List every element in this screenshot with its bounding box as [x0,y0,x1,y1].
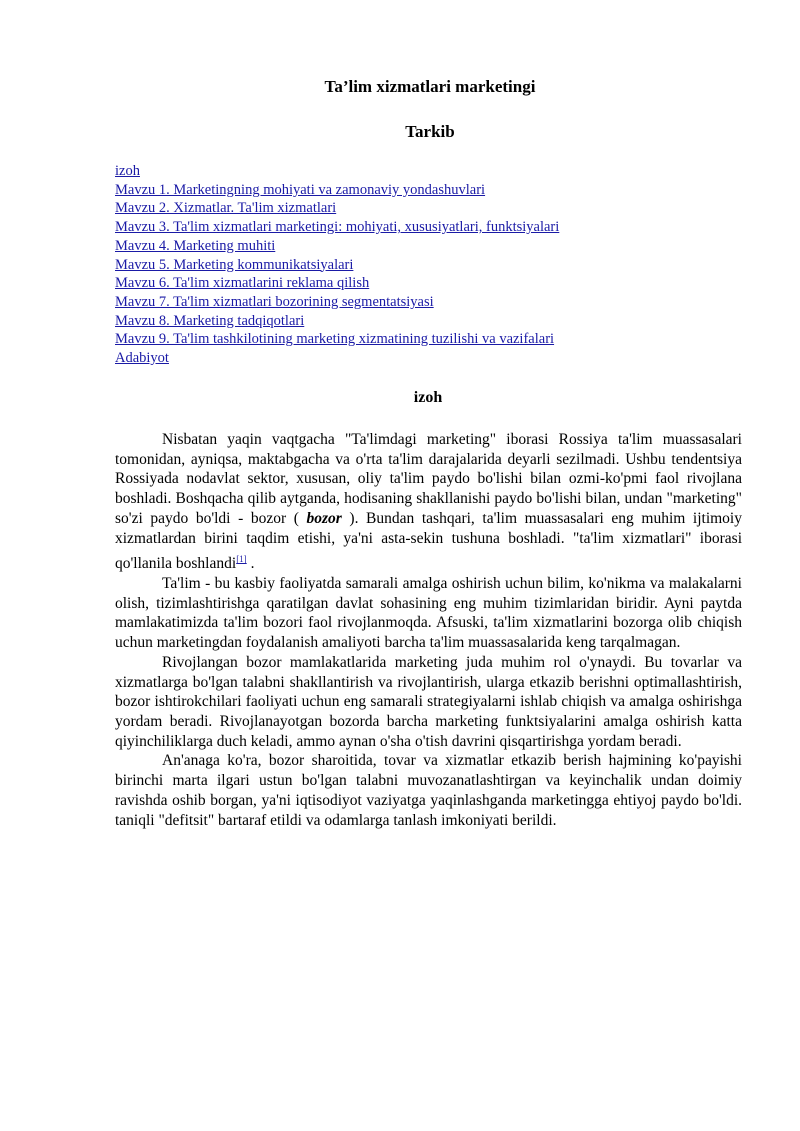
toc-link-mavzu-1[interactable]: Mavzu 1. Marketingning mohiyati va zamonaviy yondashuvlari [115,181,486,198]
toc-link-mavzu-8[interactable]: Mavzu 8. Marketing tadqiqotlari [115,312,305,329]
toc-link-mavzu-2[interactable]: Mavzu 2. Xizmatlar. Ta'lim xizmatlari [115,200,337,217]
paragraph-3: Rivojlangan bozor mamlakatlarida marketing juda muhim rol o'ynaydi. Bu tovarlar va xizmatlarga bo'lgan talabni shakllantirish va rivojlantirish, ularga etkazib berishni optimallashtirish, bozor ishtirokchilari faoliyati uchun eng samarali strategiyalarni ishlab chiqish va amalga oshirishga yordam beradi. Rivojlanayotgan bozorda barcha marketing funktsiyalarini amalga oshirish katta qiyinchiliklarga duch keladi, ammo aynan o'sha o'tish davrini qisqartirishga yordam beradi. [115,653,742,750]
paragraph-2: Ta'lim - bu kasbiy faoliyatda samarali amalga oshirish uchun bilim, ko'nikma va malakalarni olish, tizimlashtirishga qaratilgan davlat sohasining eng muhim tizimlaridan biridir. Ayni paytda mamlakatimizda ta'lim bozori faol rivojlanmoqda. Afsuski, ta'lim xizmatlarini bozorga olib chiqish uchun marketingdan foydalanish amaliyoti barcha ta'lim muassasalarida keng tarqalmagan. [115,575,742,652]
section-heading: izoh [413,389,443,406]
paragraph-1 [115,430,742,574]
paragraph-1-end: . [246,555,255,573]
table-of-contents [115,162,755,368]
toc-link-izoh[interactable]: izoh [115,163,140,179]
paragraph-1-text-b: ). Bundan tashqari, ta'lim muassasalari eng muhim ijtimoiy xizmatlardan birini taqdim etishi, ya'ni asta-sekin tushuna boshladi. "ta'lim xizmatlari" iborasi qo'llanila boshlandi [115,509,742,573]
footnote-ref [236,550,247,565]
toc-link-adabiyot[interactable]: Adabiyot [115,350,169,367]
paragraph-1-text-a: Nisbatan yaqin vaqtgacha "Ta'limdagi marketing" iborasi Rossiya ta'lim muassasalari tomonidan, ayniqsa, maktabgacha va o'rta ta'lim darajalarida deyarli sezilmadi. Ushbu tendentsiya Rossiyada nodavlat sektor, xususan, oliy ta'lim paydo bo'lishi bilan ozmi-ko'pmi faol rivojlana boshladi. Boshqacha qilib aytganda, hodisaning shakllanishi paydo bo'lishi bilan, undan "marketing" so'zi paydo bo'ldi - bozor ( [115,431,742,527]
toc-link-mavzu-4[interactable]: Mavzu 4. Marketing muhiti [115,237,276,254]
paragraph-4: An'anaga ko'ra, bozor sharoitida, tovar va xizmatlar etkazib berish hajmining ko'payishi birinchi marta ilgari ustun bo'lgan talabni muvozanatlashtirgan va keyinchalik undan doimiy ravishda oshib borgan, ya'ni iqtisodiyot vaziyatga yaqinlashganda marketingga ehtiyoj paydo bo'ldi. taniqli "defitsit" bartaraf etildi va odamlarga tanlash imkoniyati berildi. [115,752,742,829]
toc-link-mavzu-9[interactable]: Mavzu 9. Ta'lim tashkilotining marketing xizmatining tuzilishi va vazifalari [115,331,555,348]
toc-link-mavzu-7[interactable]: Mavzu 7. Ta'lim xizmatlari bozorining segmentatsiyasi [115,293,434,310]
footnote-link[interactable]: [1] [236,554,247,565]
document-title: Ta’lim xizmatlari marketingi [324,77,536,96]
toc-link-mavzu-5[interactable]: Mavzu 5. Marketing kommunikatsiyalari [115,256,354,273]
emphasis-bozor: bozor [306,509,342,527]
toc-link-mavzu-6[interactable]: Mavzu 6. Ta'lim xizmatlarini reklama qilish [115,275,370,292]
toc-link-mavzu-3[interactable]: Mavzu 3. Ta'lim xizmatlari marketingi: mohiyati, xususiyatlari, funktsiyalari [115,219,560,236]
section-body [115,430,742,830]
toc-heading: Tarkib [405,122,455,141]
